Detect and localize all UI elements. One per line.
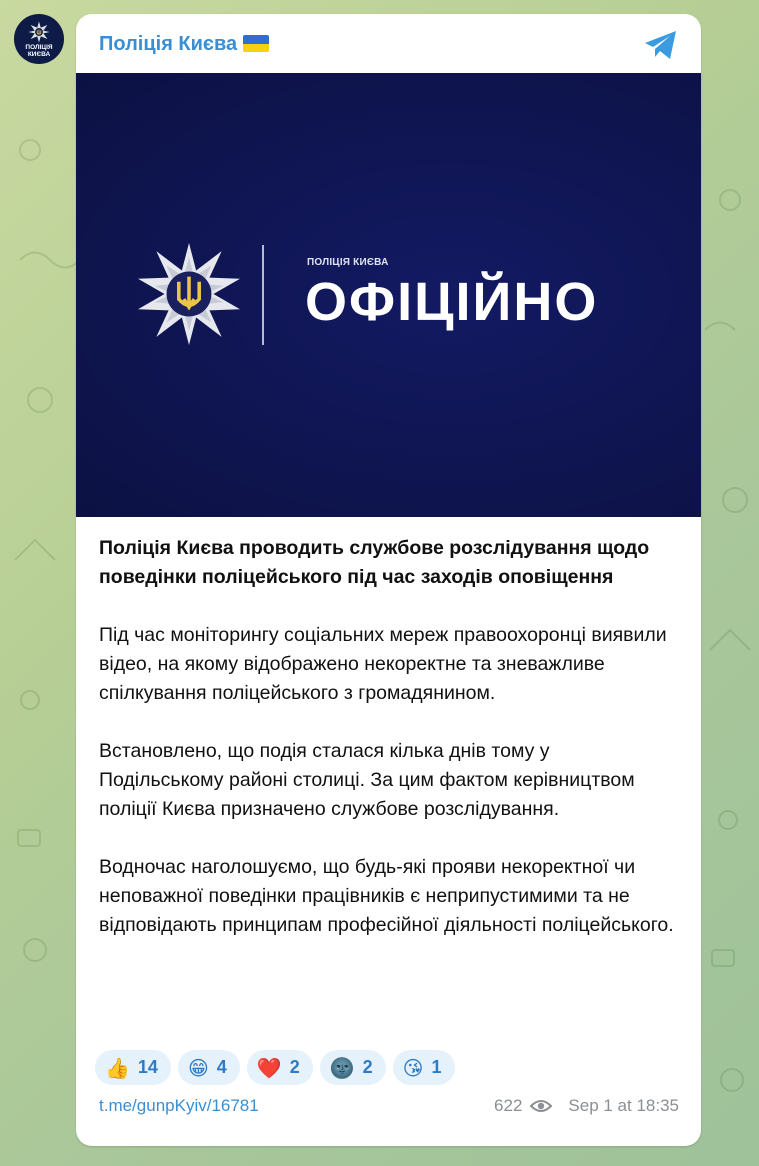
post-paragraph: Встановлено, що подія сталася кілька днів тому у Подільському районі столиці. За цим фактом керівництвом поліції Києва призначено службове розслідування. xyxy=(99,740,635,820)
post-title: Поліція Києва проводить службове розслідування щодо поведінки поліцейського під час заходів оповіщення xyxy=(99,537,650,588)
reaction-count: 4 xyxy=(216,1057,227,1077)
message-card xyxy=(76,14,701,1146)
dark-moon-icon: 🌚 xyxy=(329,1055,355,1080)
post-date: Sep 1 at 18:35 xyxy=(568,1096,679,1115)
channel-avatar[interactable] xyxy=(14,14,64,64)
post-link[interactable]: t.me/gunpKyiv/16781 xyxy=(99,1096,259,1115)
reaction-heart[interactable] xyxy=(247,1050,313,1085)
post-meta xyxy=(494,1096,679,1116)
heart-icon: ❤️ xyxy=(256,1055,282,1080)
kiss-icon: 😘 xyxy=(402,1055,424,1080)
post-text xyxy=(99,534,679,969)
thumbs-up-icon: 👍 xyxy=(105,1055,130,1080)
post-paragraph: Водночас наголошуємо, що будь-які прояви некоректної чи неповажної поведінки працівників є неприпустимими та не відповідають принципам професійної діяльності поліцейського. xyxy=(99,856,674,936)
avatar-caption-line: КИЄВА xyxy=(27,50,51,58)
ukraine-flag-icon xyxy=(243,35,269,52)
avatar-caption xyxy=(25,44,52,58)
channel-name-text: Поліція Києва xyxy=(99,33,238,55)
post-image[interactable] xyxy=(76,73,701,517)
banner-big-label: ОФІЦІЙНО xyxy=(305,272,599,332)
message-footer xyxy=(99,1096,679,1120)
post-paragraph: Під час моніторингу соціальних мереж правоохоронці виявили відео, на якому відображено некоректне та зневажливе спілкування поліцейського з громадянином. xyxy=(99,624,667,704)
reaction-count: 2 xyxy=(289,1057,300,1077)
grin-icon: 😁 xyxy=(187,1055,209,1080)
message-header xyxy=(76,14,701,73)
reaction-count: 2 xyxy=(362,1057,373,1077)
banner-divider xyxy=(262,245,264,345)
reactions-bar xyxy=(95,1050,455,1085)
banner-small-label: ПОЛІЦІЯ КИЄВА xyxy=(307,257,389,268)
reaction-grin[interactable] xyxy=(178,1050,240,1085)
reaction-kiss[interactable] xyxy=(393,1050,455,1085)
avatar-caption-line: ПОЛІЦІЯ xyxy=(25,43,53,51)
reaction-thumbs-up[interactable] xyxy=(95,1050,171,1085)
reaction-count: 14 xyxy=(137,1057,158,1077)
telegram-share-icon[interactable] xyxy=(643,29,679,61)
eye-icon xyxy=(530,1098,552,1114)
police-star-icon xyxy=(28,21,50,43)
police-badge-icon xyxy=(138,243,240,345)
view-count: 622 xyxy=(494,1096,523,1115)
reaction-count: 1 xyxy=(431,1057,442,1077)
reaction-dark-moon[interactable] xyxy=(320,1050,386,1085)
channel-name[interactable] xyxy=(99,33,269,56)
